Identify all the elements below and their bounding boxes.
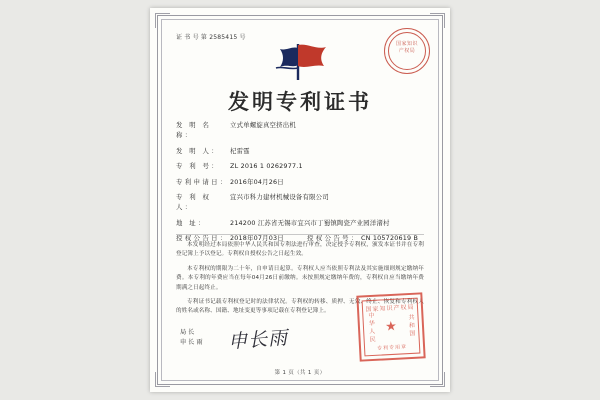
handwritten-signature: 申长雨: [227, 326, 289, 354]
corner-ornament-top-right: [430, 13, 445, 28]
field-value: 214200 江苏省无锡市宜兴市丁蜀镇陶瓷产业园洋渚村: [230, 218, 390, 227]
top-seal-line-1: 国家知识: [395, 41, 418, 47]
seal-top-text: 国家知识产权局: [365, 303, 415, 314]
corner-ornament-top-left: [155, 13, 170, 28]
field-value: CN 105720619 B: [361, 234, 419, 242]
signature-label-line-1: 局长: [180, 329, 197, 336]
certificate-title: 发明专利证书: [228, 90, 372, 114]
field-label: 发 明 名 称：: [176, 121, 212, 139]
field-value: ZL 2016 1 0262977.1: [230, 162, 303, 170]
field-value: 立式单螺旋真空挤出机: [230, 121, 296, 129]
star-icon: ★: [384, 319, 398, 335]
field-row: [176, 177, 424, 187]
top-seal-line-2: 产权局: [398, 48, 416, 54]
field-list: [176, 120, 424, 249]
flag-emblem-icon: [268, 42, 332, 82]
seal-right-text: 共和国: [406, 313, 416, 339]
body-paragraph: 专利证书记载专利权登记时的法律状况。专利权的转移、质押、无效、终止、恢复和专利权人的姓名或名称、国籍、地址变更等事项记载在专利登记簿上。: [176, 299, 424, 315]
field-value: 宜兴市科力建材机械设备有限公司: [230, 193, 329, 201]
field-value: 2016年04月26日: [230, 177, 284, 186]
top-right-round-seal: [384, 28, 430, 74]
patent-certificate: [150, 8, 450, 392]
body-paragraph: 本发明经过本局依照中华人民共和国专利法进行审查，决定授予专利权，颁发本证书并在专利登记簿上予以登记。专利权自授权公告之日起生效。: [176, 242, 424, 258]
field-label: 授权公告日：: [176, 234, 229, 242]
field-value: 杞雷霆: [230, 146, 250, 155]
field-label: 专利申请日：: [176, 177, 229, 186]
field-label: 专 利 号：: [176, 162, 221, 170]
field-row: [176, 218, 424, 228]
body-paragraph: 本专利权的期限为二十年，自申请日起算。专利权人应当依照专利法及其实施细则规定缴纳年费。本专利的年费应当在每年04月26日前缴纳。未按照规定缴纳年费的，专利权自应当缴纳年费期满之日起终止。: [176, 265, 424, 291]
seal-left-text: 中华人民: [366, 311, 376, 345]
field-label: 地 址：: [176, 218, 207, 227]
page-footer: 第 1 页（共 1 页）: [274, 370, 326, 376]
certificate-number: 证 书 号 第 2585415 号: [176, 34, 246, 41]
field-row: [176, 120, 424, 140]
field-row: [176, 192, 424, 212]
official-square-seal: [356, 292, 425, 361]
field-row: [176, 146, 424, 156]
field-label: 专 利 权 人：: [176, 193, 212, 211]
field-value: 2018年07月03日: [230, 234, 284, 242]
field-row: [176, 161, 424, 171]
signature-label: [180, 328, 205, 348]
signature-label-line-2: 申长雨: [180, 339, 205, 346]
field-label: 发 明 人：: [176, 146, 221, 155]
divider: [176, 234, 424, 235]
field-label: 授权公告号：: [307, 234, 360, 242]
seal-bottom-text: 专利专用章: [376, 344, 408, 352]
